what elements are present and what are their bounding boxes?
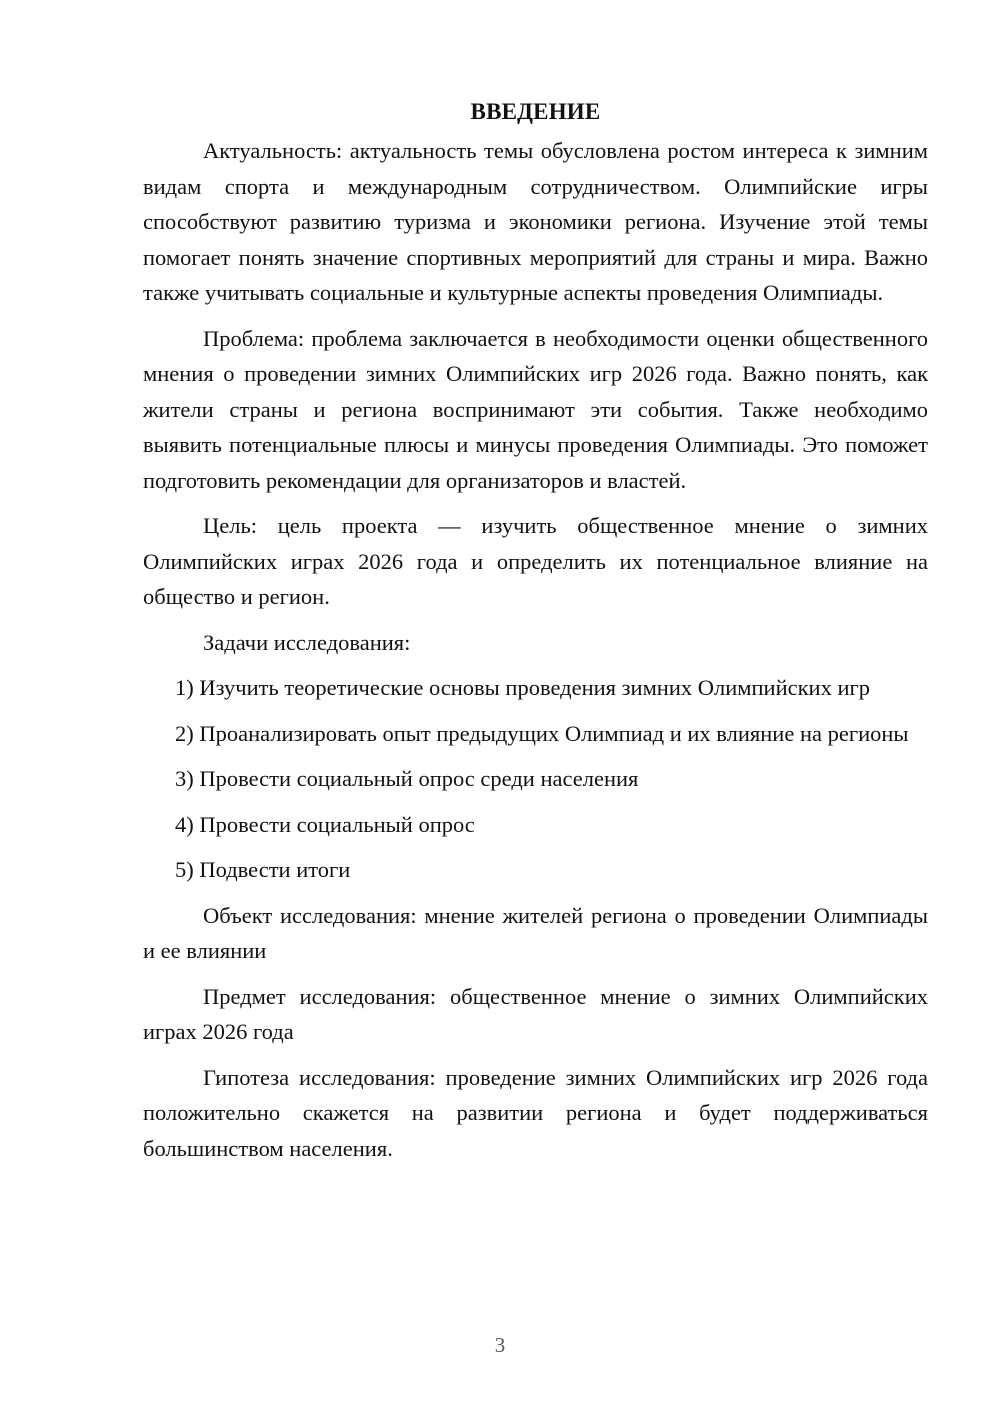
paragraph-tasks-heading: Задачи исследования: xyxy=(203,629,411,655)
document-title: ВВЕДЕНИЕ xyxy=(470,99,601,124)
task-item-2: 2) Проанализировать опыт предыдущих Олимпиад и их влияние на регионы xyxy=(175,720,909,746)
paragraph-goal: Цель: цель проекта — изучить общественное мнение о зимних Олимпийских играх 2026 года и определить их потенциальное влияние на общество и регион. xyxy=(143,513,928,609)
paragraph-relevance: Актуальность: актуальность темы обусловлена ростом интереса к зимним видам спорта и международным сотрудничеством. Олимпийские игры способствуют развитию туризма и экономики региона. Изучение этой темы помогает понять значение спортивных мероприятий для страны и мира. Важно также учитывать социальные и культурные аспекты проведения Олимпиады. xyxy=(143,138,928,305)
paragraph-problem: Проблема: проблема заключается в необходимости оценки общественного мнения о проведении зимних Олимпийских игр 2026 года. Важно понять, как жители страны и региона воспринимают эти события. Также необходимо выявить потенциальные плюсы и минусы проведения Олимпиады. Это поможет подготовить рекомендации для организаторов и властей. xyxy=(143,325,928,493)
task-item-3: 3) Провести социальный опрос среди населения xyxy=(175,766,639,791)
paragraph-hypothesis: Гипотеза исследования: проведение зимних Олимпийских игр 2026 года положительно скажется на развитии региона и будет поддерживаться большинством населения. xyxy=(143,1064,928,1161)
task-item-4: 4) Провести социальный опрос xyxy=(175,811,475,837)
task-item-1: 1) Изучить теоретические основы проведения зимних Олимпийских игр xyxy=(175,675,870,700)
paragraph-subject: Предмет исследования: общественное мнение о зимних Олимпийских играх 2026 года xyxy=(143,983,928,1044)
page-number: 3 xyxy=(494,1333,506,1357)
document-page xyxy=(143,95,928,1176)
task-item-5: 5) Подвести итоги xyxy=(175,857,351,882)
paragraph-object: Объект исследования: мнение жителей региона о проведении Олимпиады и ее влиянии xyxy=(143,902,928,963)
